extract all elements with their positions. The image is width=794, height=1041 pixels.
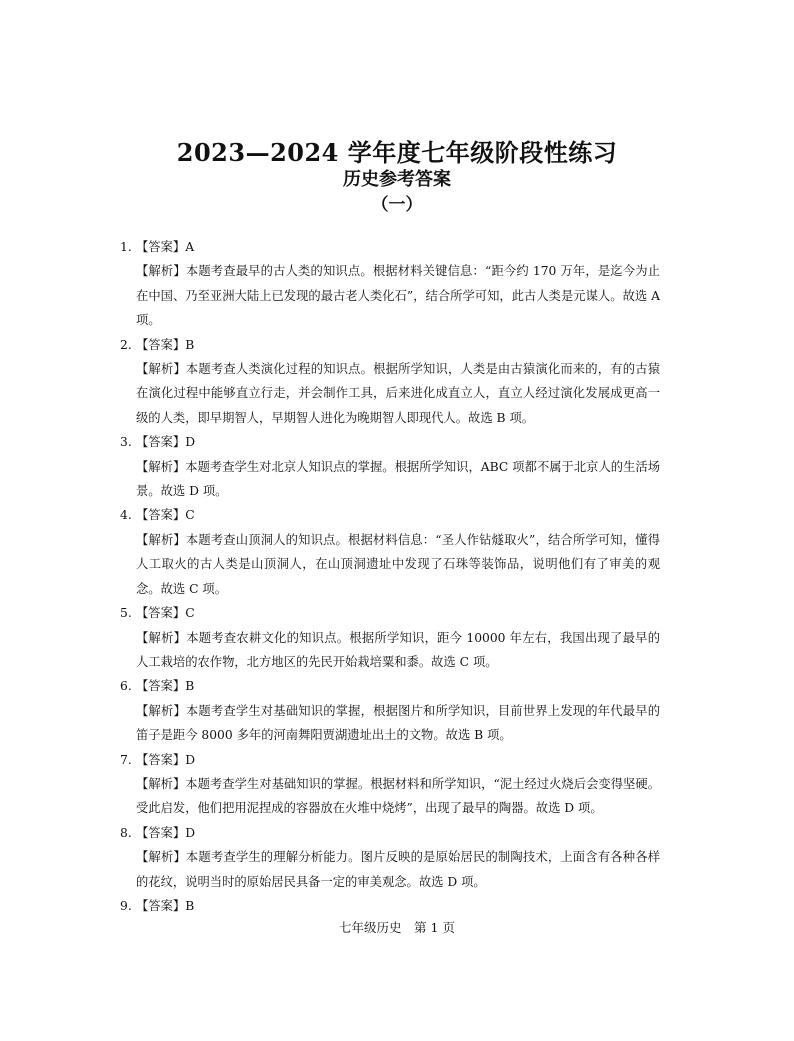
explanation-text: 【解析】本题考查学生对北京人知识点的掌握。根据所学知识，ABC 项都不属于北京人的生活场景。故选 D 项。 (136, 459, 660, 499)
answer-line: 【答案】D (136, 752, 196, 767)
explanation-text: 【解析】本题考查学生对基础知识的掌握。根据材料和所学知识，“泥土经过火烧后会变得坚硬。受此启发，他们把用泥捏成的容器放在火堆中烧烤”，出现了最早的陶器。故选 D 项。 (136, 776, 660, 816)
answer-list (120, 235, 660, 918)
question-number: 4. (120, 508, 132, 523)
answer-line: 【答案】D (136, 825, 196, 840)
question-number: 2. (120, 337, 132, 352)
question-item-3 (120, 430, 660, 503)
explanation-text: 【解析】本题考查最早的古人类的知识点。根据材料关键信息：“距今约 170 万年，是迄今为止在中国、乃至亚洲大陆上已发现的最古老人类化石”，结合所学可知，此古人类是元谋人。故选 A 项。 (136, 264, 660, 328)
explanation-text: 【解析】本题考查学生对基础知识的掌握，根据图片和所学知识，目前世界上发现的年代最早的笛子是距今 8000 多年的河南舞阳贾湖遗址出土的文物。故选 B 项。 (136, 703, 660, 743)
answer-line: 【答案】C (136, 606, 195, 621)
answer-line: 【答案】B (136, 898, 195, 913)
explanation-text: 【解析】本题考查山顶洞人的知识点。根据材料信息：“圣人作钻燧取火”，结合所学可知，懂得人工取火的古人类是山顶洞人，在山顶洞遗址中发现了石珠等装饰品，说明他们有了审美的观念。故选 C 项。 (136, 532, 660, 596)
page-title: 2023—2024 学年度七年级阶段性练习 (176, 138, 618, 167)
section-label: （一） (371, 195, 423, 215)
question-item-9 (120, 894, 660, 918)
explanation-text: 【解析】本题考查农耕文化的知识点。根据所学知识，距今 10000 年左右，我国出现了最早的人工栽培的农作物，北方地区的先民开始栽培粟和黍。故选 C 项。 (136, 630, 660, 669)
answer-line: 【答案】C (136, 508, 195, 523)
page-subtitle: 历史参考答案 (343, 169, 451, 190)
question-item-5 (120, 601, 660, 674)
question-number: 9. (120, 898, 132, 913)
answer-line: 【答案】A (136, 240, 195, 254)
question-number: 3. (120, 435, 132, 450)
answer-line: 【答案】D (136, 435, 196, 450)
question-number: 1. (120, 240, 132, 254)
question-number: 5. (120, 606, 132, 621)
question-item-4 (120, 503, 660, 601)
question-item-7 (120, 748, 660, 821)
question-item-6 (120, 674, 660, 747)
page-footer: 七年级历史 第 1 页 (339, 920, 455, 935)
question-item-8 (120, 821, 660, 894)
explanation-text: 【解析】本题考查人类演化过程的知识点。根据所学知识，人类是由古猿演化而来的，有的古猿在演化过程中能够直立行走，并会制作工具，后来进化成直立人，直立人经过演化发展成更高一级的人类，即早期智人，早期智人进化为晚期智人即现代人。故选 B 项。 (136, 362, 660, 425)
question-number: 7. (120, 752, 132, 767)
question-item-2 (120, 333, 660, 431)
answer-line: 【答案】B (136, 337, 195, 352)
question-number: 6. (120, 679, 132, 694)
question-number: 8. (120, 825, 132, 840)
answer-line: 【答案】B (136, 679, 195, 694)
question-item-1 (120, 235, 660, 333)
explanation-text: 【解析】本题考查学生的理解分析能力。图片反映的是原始居民的制陶技术，上面含有各种各样的花纹，说明当时的原始居民具备一定的审美观念。故选 D 项。 (136, 850, 660, 889)
